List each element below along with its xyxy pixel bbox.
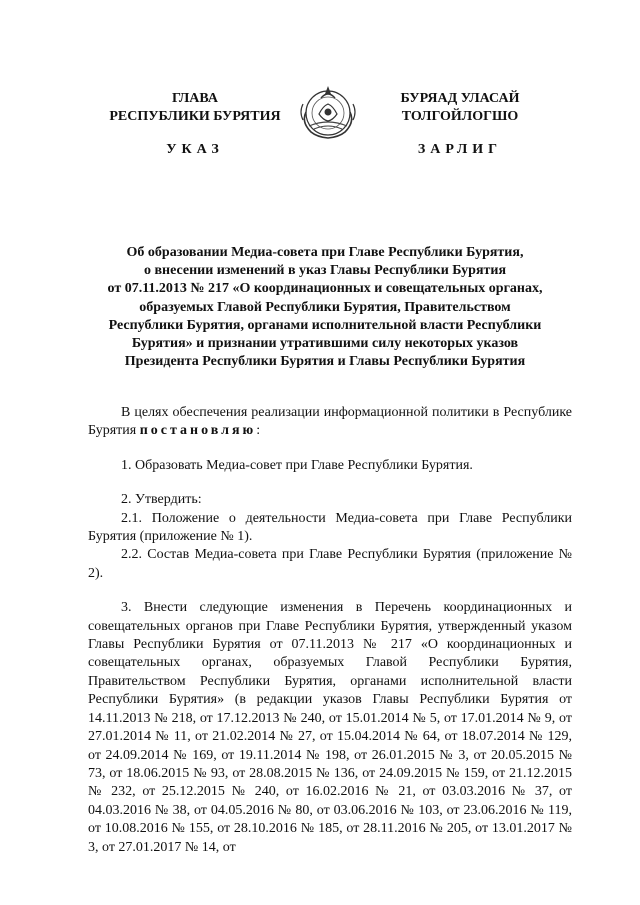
item-1: 1. Образовать Медиа-совет при Главе Республики Бурятия. bbox=[121, 457, 473, 473]
document-body bbox=[88, 404, 572, 857]
intro-paragraph bbox=[88, 404, 572, 441]
title-line: Об образовании Медиа-совета при Главе Республики Бурятия, bbox=[126, 245, 524, 260]
header-right-line1: БУРЯАД УЛАСАЙ bbox=[400, 91, 520, 106]
title-line: Президента Республики Бурятия и Главы Республики Бурятия bbox=[124, 354, 526, 370]
item-2-1: 2.1. Положение о деятельности Медиа-совета при Главе Республики Бурятия (приложение № 1). bbox=[88, 510, 572, 545]
intro-keyword: постановляю bbox=[139, 423, 257, 439]
item-3: 3. Внести следующие изменения в Перечень координационных и совещательных органов при Главе Республики Бурятия, утвержденный указом Главы Республики Бурятия от 07.11.2013 № 217 «О координационных и совещательных органах, образуемых Главой Республики Бурятия, Правительством Республики Бурятия, органами исполнительной власти Республики Бурятия» (в редакции указов Главы Республики Бурятия от 14.11.2013 № 218, от 17.12.2013 № 240, от 15.01.2014 № 5, от 17.01.2014 № 9, от 27.01.2014 № 11, от 21.02.2014 № 27, от 15.04.2014 № 64, от 18.07.2014 № 129, от 24.09.2014 № 169, от 19.11.2014 № 198, от 26.01.2015 № 3, от 20.05.2015 № 73, от 18.06.2015 № 93, от 28.08.2015 № 136, от 24.09.2015 № 159, от 21.12.2015 № 232, от 25.12.2015 № 240, от 16.02.2016 № 21, от 03.03.2016 № 37, от 04.03.2016 № 38, от 04.05.2016 № 80, от 03.06.2016 № 103, от 23.06.2016 № 119, от 10.08.2016 № 155, от 28.10.2016 № 185, от 28.11.2016 № 205, от 13.01.2017 № 3, от 27.01.2017 № 14, от bbox=[88, 600, 572, 855]
document-kind-zarlig: ЗАРЛИГ bbox=[417, 142, 503, 157]
header-right-line2: ТОЛГОЙЛОГШО bbox=[401, 109, 519, 124]
coat-of-arms-emblem bbox=[297, 82, 359, 140]
header-left bbox=[95, 90, 295, 126]
header-left-line1: ГЛАВА bbox=[172, 91, 218, 106]
header-left-line2: РЕСПУБЛИКИ БУРЯТИЯ bbox=[109, 109, 281, 124]
document-kind-ukaz: УКАЗ bbox=[166, 142, 224, 157]
item-2: 2. Утвердить: bbox=[121, 492, 202, 508]
document-title bbox=[80, 244, 570, 371]
intro-text: В целях обеспечения реализации информационной политики в Республике Бурятия bbox=[88, 405, 572, 439]
title-line: образуемых Главой Республики Бурятия, Правительством bbox=[139, 299, 511, 315]
header-right bbox=[360, 90, 560, 126]
intro-end: : bbox=[256, 423, 261, 439]
title-line: Республики Бурятия, органами исполнительной власти Республики bbox=[108, 317, 542, 333]
title-line: о внесении изменений в указ Главы Республики Бурятия bbox=[143, 263, 507, 279]
title-line: от 07.11.2013 № 217 «О координационных и совещательных органах, bbox=[107, 281, 543, 297]
item-2-2: 2.2. Состав Медиа-совета при Главе Республики Бурятия (приложение № 2). bbox=[88, 547, 572, 581]
title-line: Бурятия» и признании утратившими силу некоторых указов bbox=[131, 336, 519, 352]
